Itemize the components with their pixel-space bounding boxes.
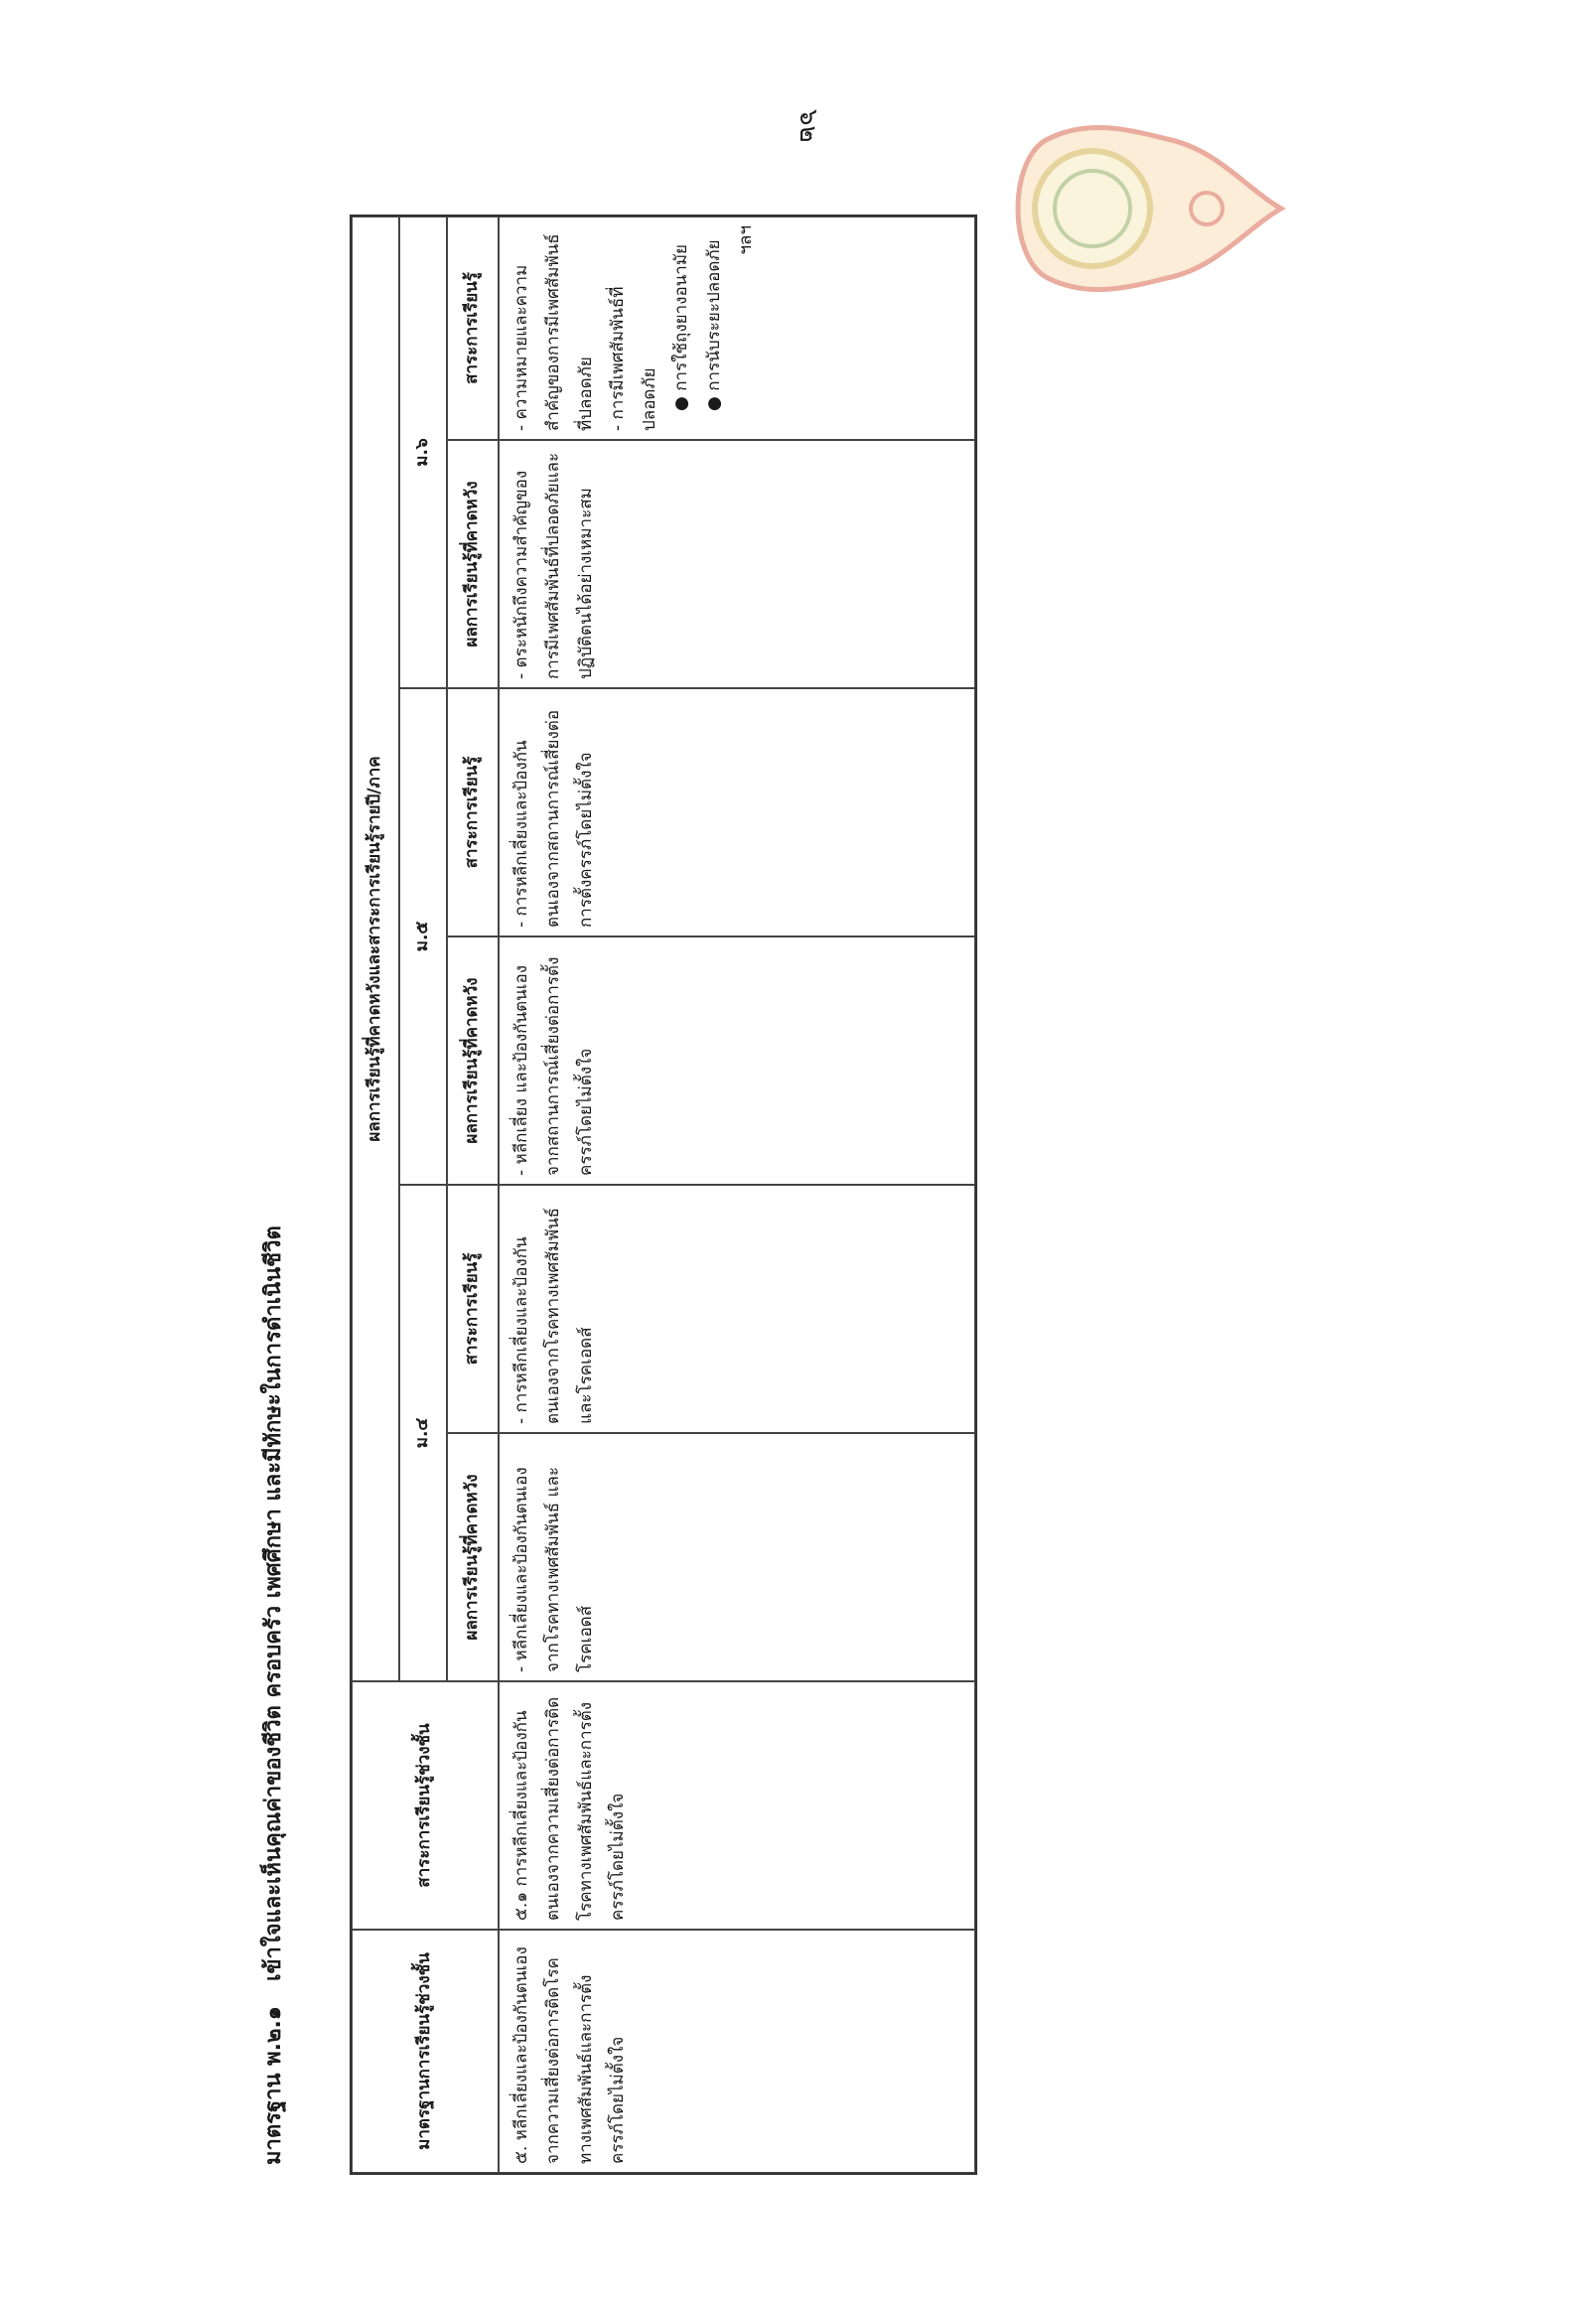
- obec-seal-watermark: [988, 109, 1286, 308]
- cell-m5-content: - การหลีกเลี่ยงและป้องกันตนเองจากสถานการณ์เสี่ยงต่อการตั้งครรภ์โดยไม่ตั้งใจ: [499, 688, 975, 936]
- header-grade-m5: ม.๕: [399, 688, 447, 1185]
- standard-code: มาตรฐาน พ.๒.๑: [261, 2006, 286, 2165]
- page-heading: [243, 218, 303, 2175]
- cell-m4-expected: - หลีกเลี่ยงและป้องกันตนเองจากโรคทางเพศสัมพันธ์ และโรคเอดส์: [499, 1433, 975, 1681]
- rotated-page-content: [243, 218, 968, 2175]
- subheader-content: สาระการเรียนรู้: [447, 216, 499, 440]
- subheader-content: สาระการเรียนรู้: [447, 688, 499, 936]
- subheader-content: สาระการเรียนรู้: [447, 1185, 499, 1433]
- curriculum-table: [350, 215, 977, 2175]
- subheader-expected: ผลการเรียนรู้ที่คาดหวัง: [447, 936, 499, 1185]
- subheader-expected: ผลการเรียนรู้ที่คาดหวัง: [447, 1433, 499, 1681]
- cell-m6-expected: - ตระหนักถึงความสำคัญของการมีเพศสัมพันธ์ที่ปลอดภัยและปฏิบัติตนได้อย่างเหมาะสม: [499, 440, 975, 688]
- header-content: สาระการเรียนรู้ช่วงชั้น: [352, 1681, 499, 1930]
- cell-content: ๕.๑ การหลีกเลี่ยงและป้องกันตนเองจากความเสี่ยงต่อการติดโรคทางเพศสัมพันธ์และการตั้งครรภ์โดยไม่ตั้งใจ: [499, 1681, 975, 1930]
- cell-m6-content: [499, 216, 975, 440]
- page-number: ๖๒: [794, 109, 823, 143]
- header-standard: มาตรฐานการเรียนรู้ช่วงชั้น: [352, 1930, 499, 2173]
- cell-m5-expected: - หลีกเลี่ยง และป้องกันตนเองจากสถานการณ์เสี่ยงต่อการตั้งครรภ์โดยไม่ตั้งใจ: [499, 936, 975, 1185]
- header-group: ผลการเรียนรู้ที่คาดหวังและสาระการเรียนรู้รายปี/ภาค: [352, 216, 399, 1681]
- cell-m4-content: - การหลีกเลี่ยงและป้องกันตนเองจากโรคทางเพศสัมพันธ์และโรคเอดส์: [499, 1185, 975, 1433]
- content-bullet: ● การใช้ถุงยางอนามัย: [671, 244, 692, 411]
- cell-standard: ๕. หลีกเลี่ยงและป้องกันตนเองจากความเสี่ยงต่อการติดโรคทางเพศสัมพันธ์และการตั้งครรภ์โดยไม่ตั้งใจ: [499, 1930, 975, 2173]
- seal-inner-ring: [1035, 151, 1150, 266]
- header-grade-m6: ม.๖: [399, 216, 447, 688]
- content-line: - การมีเพศสัมพันธ์ที่ปลอดภัย: [607, 286, 660, 431]
- content-bullet: ● การนับระยะปลอดภัย: [703, 239, 724, 411]
- content-etc: ฯลฯ: [736, 225, 757, 255]
- header-grade-m4: ม.๔: [399, 1185, 447, 1681]
- content-line: - ความหมายและความสำคัญของการมีเพศสัมพันธ์ที่ปลอดภัย: [511, 233, 596, 431]
- subheader-expected: ผลการเรียนรู้ที่คาดหวัง: [447, 440, 499, 688]
- standard-title: เข้าใจและเห็นคุณค่าของชีวิต ครอบครัว เพศศึกษา และมีทักษะในการดำเนินชีวิต: [261, 1225, 286, 1981]
